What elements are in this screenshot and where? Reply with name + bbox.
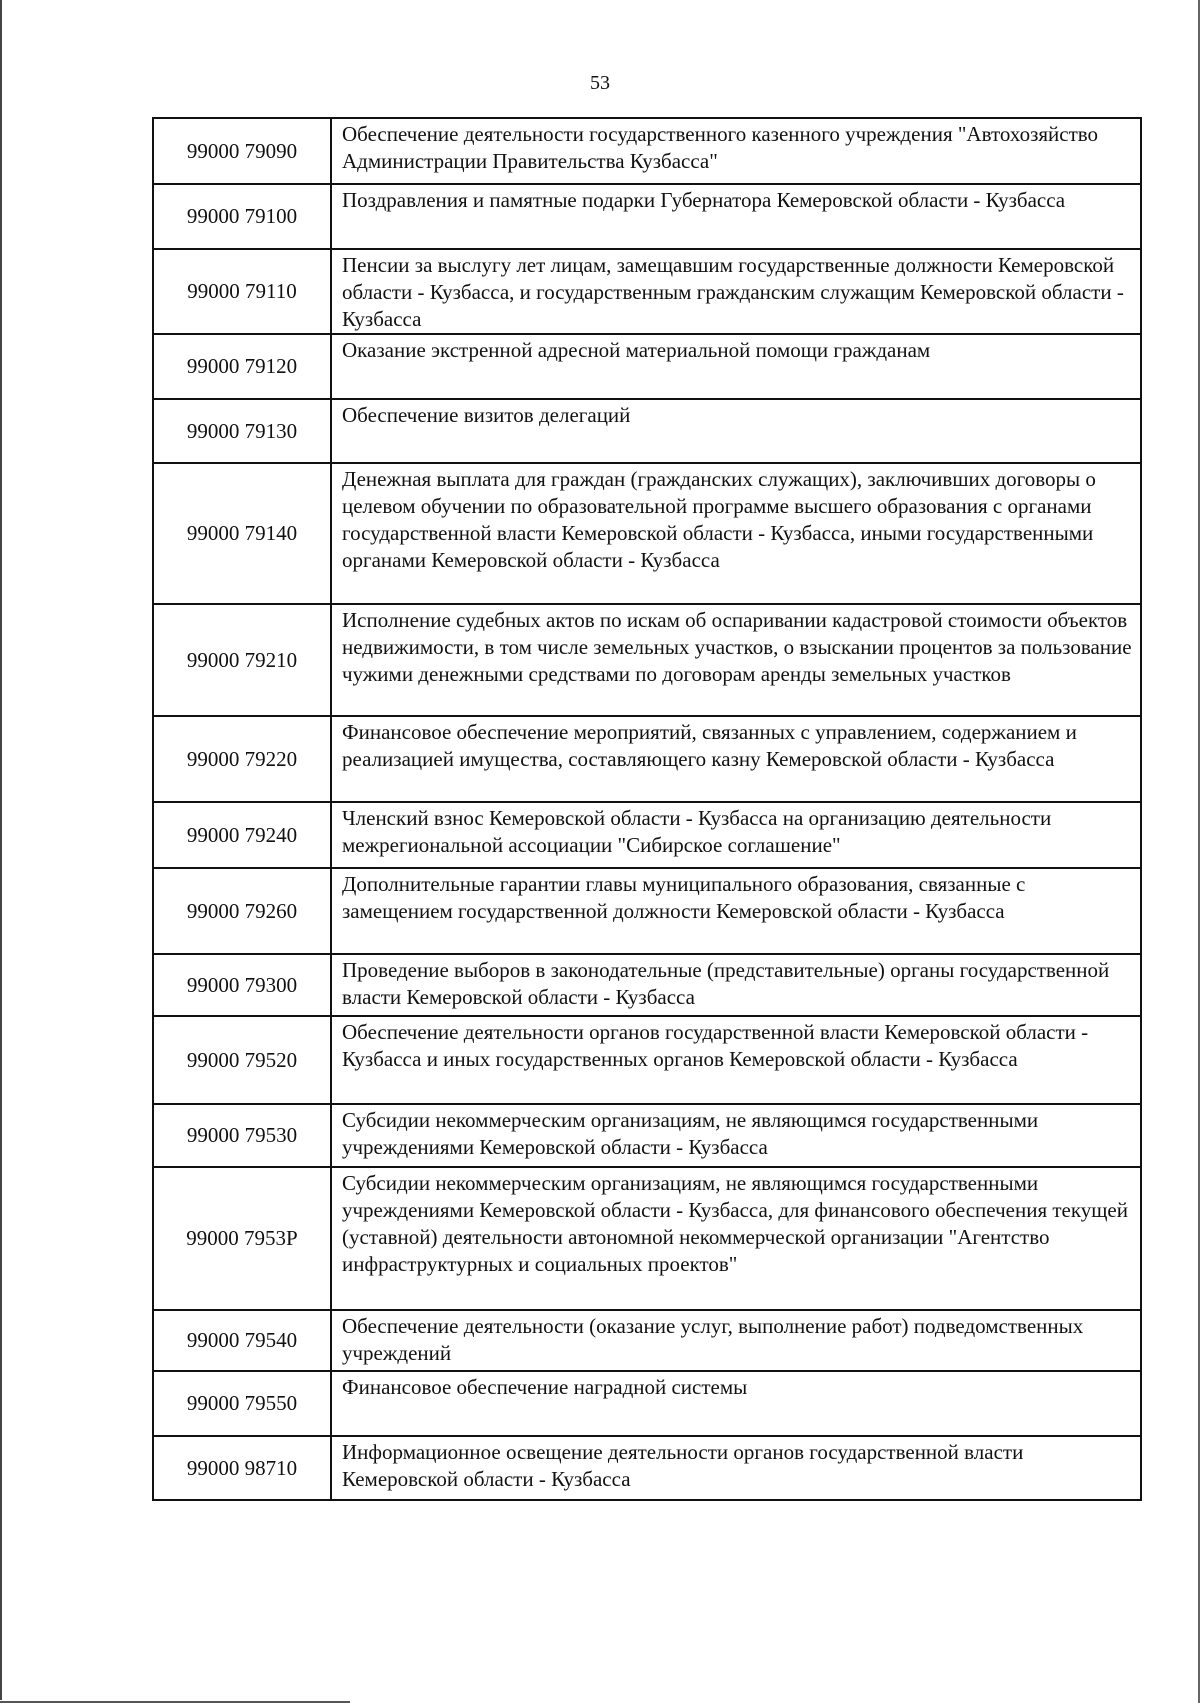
row-description: Субсидии некоммерческим организациям, не являющимся государственными учреждениями Кемеровской области - Кузбасса, для финансового обеспечения текущей (уставной) деятельности автономной некоммерческой организации "Агентство инфраструктурных и социальных проектов"	[331, 1167, 1141, 1310]
row-description: Информационное освещение деятельности органов государственной власти Кемеровской области - Кузбасса	[331, 1436, 1141, 1500]
row-code: 99000 79550	[153, 1371, 331, 1436]
row-description: Оказание экстренной адресной материальной помощи гражданам	[331, 334, 1141, 399]
budget-classification-table	[152, 117, 1142, 1501]
row-description: Исполнение судебных актов по искам об оспаривании кадастровой стоимости объектов недвижимости, в том числе земельных участков, о взыскании процентов за пользование чужими денежными средствами по договорам аренды земельных участков	[331, 604, 1141, 716]
table-row	[153, 954, 1141, 1016]
table-row	[153, 1167, 1141, 1310]
row-description: Финансовое обеспечение мероприятий, связанных с управлением, содержанием и реализацией имущества, составляющего казну Кемеровской области - Кузбасса	[331, 716, 1141, 802]
row-code: 99000 7953P	[153, 1167, 331, 1310]
row-description: Дополнительные гарантии главы муниципального образования, связанные с замещением государственной должности Кемеровской области - Кузбасса	[331, 868, 1141, 954]
row-code: 99000 79220	[153, 716, 331, 802]
row-description: Обеспечение деятельности органов государственной власти Кемеровской области - Кузбасса и иных государственных органов Кемеровской области - Кузбасса	[331, 1016, 1141, 1104]
table-row	[153, 868, 1141, 954]
row-description: Поздравления и памятные подарки Губернатора Кемеровской области - Кузбасса	[331, 184, 1141, 249]
row-code: 99000 79540	[153, 1310, 331, 1371]
row-code: 99000 98710	[153, 1436, 331, 1500]
scan-edge-left	[0, 0, 2, 1700]
row-code: 99000 79210	[153, 604, 331, 716]
row-code: 99000 79090	[153, 118, 331, 184]
table-row	[153, 1436, 1141, 1500]
row-description: Обеспечение деятельности (оказание услуг, выполнение работ) подведомственных учреждений	[331, 1310, 1141, 1371]
row-description: Членский взнос Кемеровской области - Кузбасса на организацию деятельности межрегиональной ассоциации "Сибирское соглашение"	[331, 802, 1141, 868]
table-row	[153, 1016, 1141, 1104]
table-row	[153, 334, 1141, 399]
row-description: Финансовое обеспечение наградной системы	[331, 1371, 1141, 1436]
table-row	[153, 463, 1141, 604]
row-code: 99000 79520	[153, 1016, 331, 1104]
table-row	[153, 716, 1141, 802]
row-description: Пенсии за выслугу лет лицам, замещавшим государственные должности Кемеровской области - Кузбасса, и государственным гражданским служащим Кемеровской области - Кузбасса	[331, 249, 1141, 334]
table-row	[153, 184, 1141, 249]
row-description: Проведение выборов в законодательные (представительные) органы государственной власти Кемеровской области - Кузбасса	[331, 954, 1141, 1016]
row-code: 99000 79240	[153, 802, 331, 868]
row-description: Субсидии некоммерческим организациям, не являющимся государственными учреждениями Кемеровской области - Кузбасса	[331, 1104, 1141, 1167]
row-description: Обеспечение визитов делегаций	[331, 399, 1141, 463]
table-row	[153, 604, 1141, 716]
table-row	[153, 249, 1141, 334]
row-code: 99000 79120	[153, 334, 331, 399]
table-row	[153, 1371, 1141, 1436]
row-code: 99000 79100	[153, 184, 331, 249]
row-code: 99000 79260	[153, 868, 331, 954]
row-code: 99000 79140	[153, 463, 331, 604]
row-code: 99000 79110	[153, 249, 331, 334]
row-code: 99000 79130	[153, 399, 331, 463]
row-description: Обеспечение деятельности государственного казенного учреждения "Автохозяйство Администрации Правительства Кузбасса"	[331, 118, 1141, 184]
page-number: 53	[590, 72, 610, 94]
row-description: Денежная выплата для граждан (гражданских служащих), заключивших договоры о целевом обучении по образовательной программе высшего образования с органами государственной власти Кемеровской области - Кузбасса, иными государственными органами Кемеровской области - Кузбасса	[331, 463, 1141, 604]
table-row	[153, 1104, 1141, 1167]
table-row	[153, 1310, 1141, 1371]
row-code: 99000 79530	[153, 1104, 331, 1167]
row-code: 99000 79300	[153, 954, 331, 1016]
table-row	[153, 399, 1141, 463]
table-row	[153, 118, 1141, 184]
table-row	[153, 802, 1141, 868]
